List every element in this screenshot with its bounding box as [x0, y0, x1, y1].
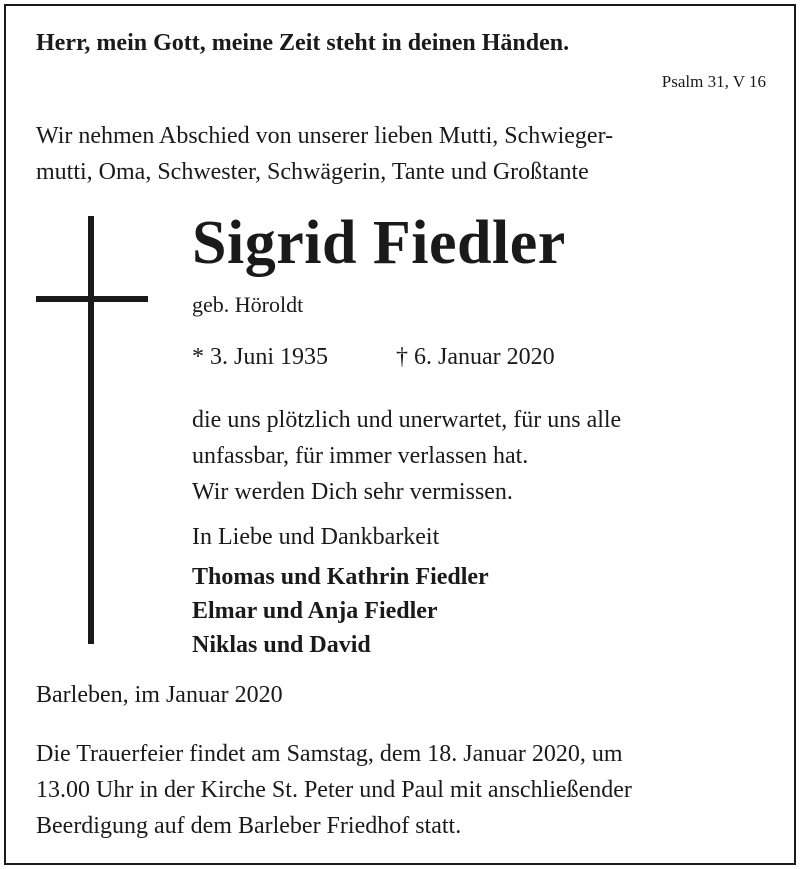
place-date: Barleben, im Januar 2020	[36, 682, 283, 708]
farewell-message	[192, 402, 621, 510]
message-line: unfassbar, für immer verlassen hat.	[192, 443, 529, 469]
funeral-line: Die Trauerfeier findet am Samstag, dem 18. Januar 2020, um	[36, 741, 623, 767]
cross-icon	[88, 216, 94, 644]
signature-intro: In Liebe und Dankbarkeit	[192, 524, 440, 550]
intro-text	[36, 118, 613, 190]
psalm-reference: Psalm 31, V 16	[661, 72, 766, 91]
mourner-name: Niklas und David	[192, 632, 371, 658]
mourners-list	[192, 560, 489, 662]
message-line: Wir werden Dich sehr vermissen.	[192, 479, 513, 505]
message-line: die uns plötzlich und unerwartet, für uns alle	[192, 407, 622, 433]
birth-name: geb. Höroldt	[192, 292, 304, 317]
birth-date: * 3. Juni 1935	[192, 344, 329, 370]
intro-line: Wir nehmen Abschied von unserer lieben Mutti, Schwieger-	[36, 123, 614, 149]
motto-verse: Herr, mein Gott, meine Zeit steht in deinen Händen.	[36, 30, 570, 56]
cross-icon-crossbar	[36, 296, 148, 302]
mourner-name: Thomas und Kathrin Fiedler	[192, 564, 489, 590]
intro-line: mutti, Oma, Schwester, Schwägerin, Tante und Großtante	[36, 159, 589, 185]
funeral-notice	[36, 736, 632, 844]
funeral-line: 13.00 Uhr in der Kirche St. Peter und Paul mit anschließender	[36, 777, 632, 803]
death-date: † 6. Januar 2020	[396, 344, 555, 370]
funeral-line: Beerdigung auf dem Barleber Friedhof statt.	[36, 813, 462, 839]
deceased-name: Sigrid Fiedler	[192, 209, 566, 277]
mourner-name: Elmar und Anja Fiedler	[192, 598, 438, 624]
